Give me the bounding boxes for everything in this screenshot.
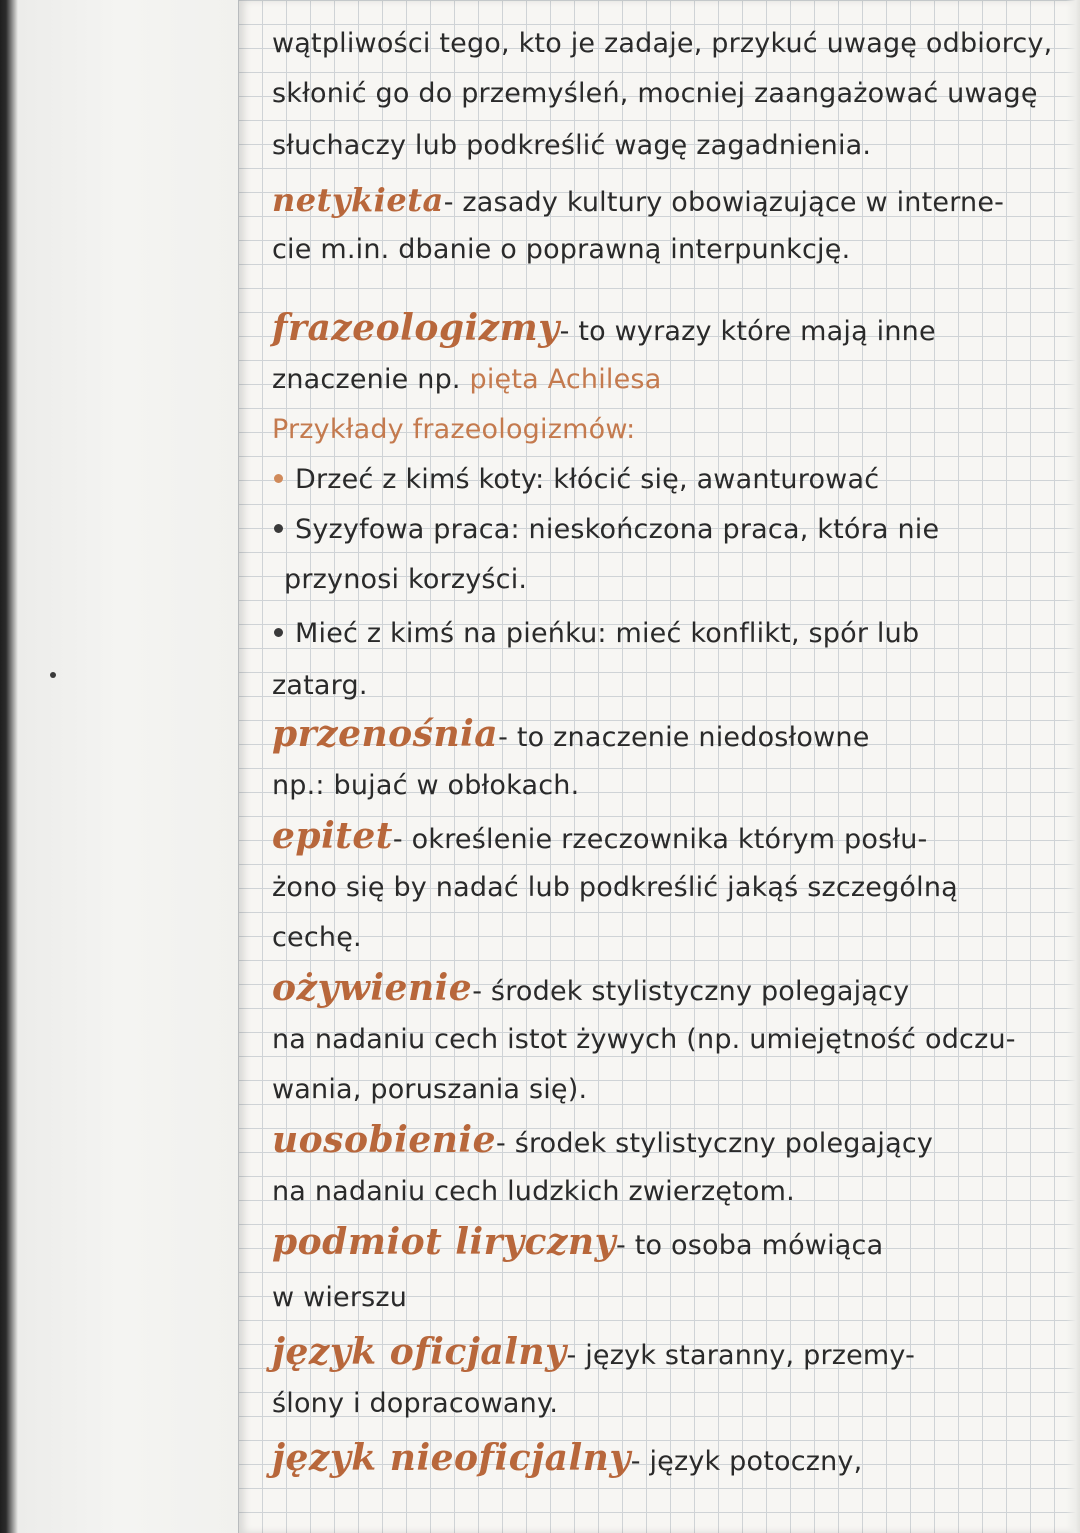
example-2-cont: przynosi korzyści.	[284, 564, 528, 595]
netykieta-def-2: cie m.in. dbanie o poprawną interpunkcję.	[272, 234, 851, 265]
netykieta-def-1: - zasady kultury obowiązujące w interne-	[443, 187, 1005, 218]
bullet-icon	[274, 474, 283, 483]
example-3	[272, 614, 919, 654]
podmiot-def-1: - to osoba mówiąca	[616, 1230, 884, 1261]
podmiot-def-2: w wierszu	[272, 1282, 408, 1313]
term-podmiot-liryczny: podmiot liryczny	[272, 1221, 616, 1263]
examples-heading: Przykłady frazeologizmów:	[272, 414, 636, 445]
bullet-icon	[274, 524, 283, 533]
handwritten-notes	[272, 24, 1062, 1524]
ozywienie-def-2: na nadaniu cech istot żywych (np. umiejętność odczu-	[272, 1024, 1016, 1055]
intro-line-2: skłonić go do przemyśleń, mocniej zaangażować uwagę	[272, 78, 1038, 109]
example-3-cont: zatarg.	[272, 670, 368, 701]
example-1-text: Drzeć z kimś koty: kłócić się, awanturować	[295, 464, 880, 495]
frazeologizmy-def-1: - to wyrazy które mają inne	[559, 316, 936, 347]
intro-line-1: wątpliwości tego, kto je zadaje, przykuć uwagę odbiorcy,	[272, 28, 1053, 59]
term-jezyk-nieoficjalny: język nieoficjalny	[272, 1437, 631, 1479]
example-1	[272, 460, 879, 500]
frazeologizmy-def-2	[272, 360, 661, 400]
ozywienie-def-3: wania, poruszania się).	[272, 1074, 588, 1105]
oficjalny-entry	[272, 1332, 915, 1376]
intro-line-3: słuchaczy lub podkreślić wagę zagadnienia.	[272, 130, 872, 161]
term-jezyk-oficjalny: język oficjalny	[272, 1331, 567, 1373]
uosobienie-entry	[272, 1120, 933, 1164]
example-3-text: Mieć z kimś na pieńku: mieć konflikt, spór lub	[295, 618, 920, 649]
nieoficjalny-def-1: - język potoczny,	[630, 1446, 863, 1477]
przenosnia-def-2: np.: bujać w obłokach.	[272, 770, 580, 801]
page-edge	[1066, 0, 1080, 1533]
example-2-text: Syzyfowa praca: nieskończona praca, która nie	[295, 514, 940, 545]
term-netykieta: netykieta	[272, 181, 444, 219]
epitet-def-2: żono się by nadać lub podkreślić jakąś szczególną	[272, 872, 958, 903]
ozywienie-def-1: - środek stylistyczny polegający	[472, 976, 910, 1007]
netykieta-entry	[272, 180, 1004, 223]
epitet-def-1: - określenie rzeczownika którym posłu-	[392, 824, 928, 855]
epitet-entry	[272, 816, 927, 860]
term-uosobienie: uosobienie	[272, 1119, 496, 1161]
example-pieta-achilesa: pięta Achilesa	[469, 364, 662, 395]
oficjalny-def-1: - język staranny, przemy-	[566, 1340, 916, 1371]
term-ozywienie: ożywienie	[272, 967, 473, 1009]
margin-dot	[50, 672, 56, 678]
example-2	[272, 510, 939, 550]
term-przenosnia: przenośnia	[272, 713, 499, 755]
frazeologizmy-def-2a: znaczenie np.	[272, 364, 461, 395]
oficjalny-def-2: ślony i dopracowany.	[272, 1388, 559, 1419]
ozywienie-entry	[272, 968, 909, 1012]
frazeologizmy-entry	[272, 308, 936, 352]
epitet-def-3: cechę.	[272, 922, 362, 953]
bullet-icon	[274, 628, 283, 637]
uosobienie-def-2: na nadaniu cech ludzkich zwierzętom.	[272, 1176, 795, 1207]
nieoficjalny-entry	[272, 1438, 862, 1482]
notebook-left-margin	[0, 0, 238, 1533]
term-epitet: epitet	[272, 815, 393, 857]
term-frazeologizmy: frazeologizmy	[272, 307, 560, 349]
przenosnia-def-1: - to znaczenie niedosłowne	[498, 722, 870, 753]
uosobienie-def-1: - środek stylistyczny polegający	[495, 1128, 934, 1159]
przenosnia-entry	[272, 714, 870, 758]
podmiot-entry	[272, 1222, 883, 1266]
